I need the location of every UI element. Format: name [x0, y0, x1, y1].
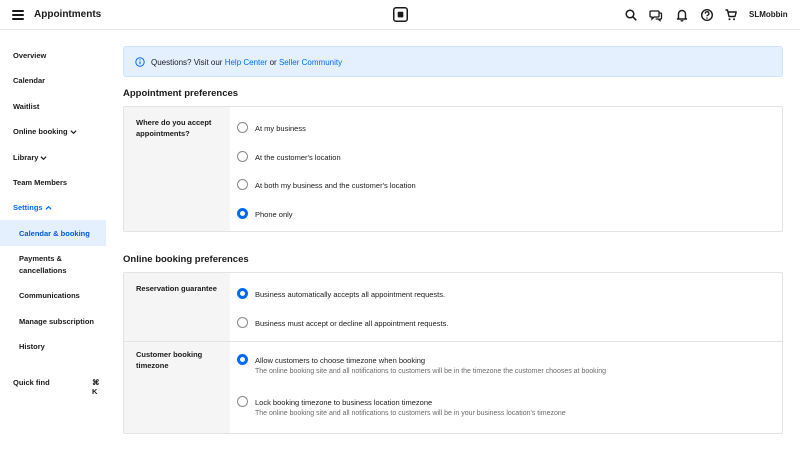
radio-button[interactable]	[237, 151, 248, 162]
sidebar-item-team-members[interactable]	[0, 178, 106, 190]
sidebar-item-settings[interactable]	[0, 203, 106, 215]
sidebar-item-label: History	[19, 342, 45, 351]
chevron-down-icon	[70, 129, 77, 135]
help-banner	[123, 46, 783, 77]
sidebar-item-label: Overview	[13, 51, 47, 60]
sidebar-item-overview[interactable]	[0, 51, 106, 63]
sidebar-item-calendar[interactable]	[0, 76, 106, 88]
reservation-guarantee-label: Reservation guarantee	[136, 284, 217, 293]
radio-button-selected[interactable]	[237, 208, 248, 219]
sidebar-item-payments-cancellations[interactable]	[0, 254, 106, 278]
seller-community-link[interactable]: Seller Community	[278, 58, 343, 67]
info-icon	[135, 57, 145, 67]
sidebar-item-label: Waitlist	[13, 102, 40, 111]
sidebar-item-label: Library	[13, 153, 39, 162]
app-title: Appointments	[34, 9, 102, 20]
sidebar-item-label: Online booking	[13, 127, 68, 136]
chevron-down-icon	[40, 155, 47, 161]
sidebar-item-label: Settings	[13, 203, 43, 212]
account-menu[interactable]: SLMobbin	[749, 10, 788, 19]
cart-icon[interactable]	[724, 8, 738, 22]
sidebar-item-online-booking[interactable]	[0, 127, 106, 139]
banner-text: or	[269, 58, 277, 67]
sidebar-item-waitlist[interactable]	[0, 102, 106, 114]
help-center-link[interactable]: Help Center	[224, 58, 268, 67]
bell-icon[interactable]	[675, 8, 689, 22]
sidebar-item-history[interactable]	[0, 342, 106, 354]
radio-button[interactable]	[237, 122, 248, 133]
sidebar-item-label: Calendar	[13, 76, 46, 85]
appointment-preferences-card: Where do you accept appointments? At my business At the customer's location At both my business and the customer's location Phone only	[123, 106, 783, 232]
option-description: The online booking site and all notifications to customers will be in the timezone the customer chooses at booking	[255, 368, 606, 375]
search-icon[interactable]	[624, 8, 638, 22]
quick-find-label: Quick find	[13, 378, 50, 387]
sidebar-item-library[interactable]	[0, 153, 106, 165]
appointment-location-label: Where do you accept appointments?	[136, 118, 212, 138]
sidebar-item-label: Team Members	[13, 178, 68, 187]
sidebar-item-communications[interactable]	[0, 291, 106, 303]
sidebar-item-label: Calendar & booking	[19, 229, 90, 238]
quick-find-button[interactable]	[0, 378, 106, 396]
banner-text: Questions? Visit our	[151, 58, 223, 67]
appointment-preferences-title: Appointment preferences	[123, 88, 239, 99]
sidebar	[0, 31, 106, 450]
sidebar-item-label: Manage subscription	[19, 317, 95, 326]
square-logo-icon[interactable]	[393, 7, 408, 22]
radio-button[interactable]	[237, 396, 248, 407]
sidebar-item-calendar-booking[interactable]	[0, 220, 106, 246]
sidebar-item-label: Communications	[19, 291, 80, 300]
row-divider	[124, 341, 782, 342]
online-booking-preferences-title: Online booking preferences	[123, 254, 249, 265]
radio-button[interactable]	[237, 317, 248, 328]
top-bar	[0, 0, 800, 30]
radio-button-selected[interactable]	[237, 354, 248, 365]
sidebar-item-manage-subscription[interactable]	[0, 317, 106, 329]
menu-icon[interactable]	[12, 10, 24, 20]
chevron-up-icon	[45, 205, 52, 211]
sidebar-item-label: Payments &	[19, 254, 62, 263]
radio-button[interactable]	[237, 179, 248, 190]
customer-booking-timezone-label: Customer booking timezone	[136, 350, 203, 370]
sidebar-item-label: cancellations	[19, 266, 67, 275]
help-icon[interactable]	[700, 8, 714, 22]
radio-button-selected[interactable]	[237, 288, 248, 299]
messages-icon[interactable]	[649, 8, 663, 22]
online-booking-preferences-card: Reservation guarantee Business automatically accepts all appointment requests. Business must accept or decline all appointment requests. Customer booking timezone Allow customers to choose timezone when booking The online booking site and all notifications to customers will be in the timezone the customer chooses at booking Lock booking timezone to business location timezone The online booking site and all notifications to customers will be in your business location's timezone	[123, 272, 783, 434]
option-description: The online booking site and all notifications to customers will be in your business location's timezone	[255, 410, 566, 417]
quick-find-shortcut: ⌘ K	[92, 378, 100, 396]
